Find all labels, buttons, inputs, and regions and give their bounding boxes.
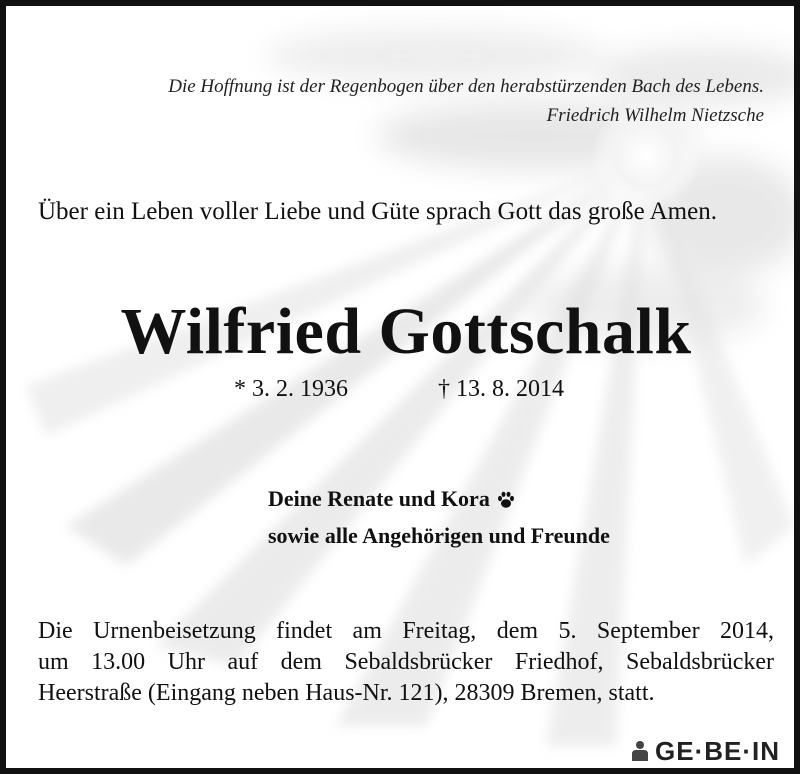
mourners-line-2: sowie alle Angehörigen und Freunde	[268, 523, 610, 548]
quote-text: Die Hoffnung ist der Regenbogen über den herabstürzenden Bach des Lebens.	[168, 76, 764, 97]
ceremony-line-3: Heerstraße (Eingang neben Haus-Nr. 121), 28309 Bremen, statt.	[38, 680, 655, 706]
ceremony-line-1: Die Urnenbeisetzung findet am Freitag, dem 5. September 2014,	[38, 618, 774, 644]
publisher-logo	[625, 736, 784, 766]
ceremony-info	[38, 616, 774, 709]
mourners-line-1	[268, 482, 610, 519]
death-date: † 13. 8. 2014	[438, 376, 564, 402]
quote-author: Friedrich Wilhelm Nietzsche	[546, 105, 764, 126]
quote-block	[168, 72, 764, 130]
logo-text: GE·BE·IN	[655, 735, 780, 766]
ceremony-line-2: um 13.00 Uhr auf dem Sebaldsbrücker Friedhof, Sebaldsbrücker	[38, 649, 774, 675]
mourners-block	[268, 482, 610, 552]
mourners-names: Deine Renate und Kora	[268, 486, 490, 511]
person-icon	[629, 740, 651, 762]
birth-date: * 3. 2. 1936	[234, 376, 348, 402]
paw-icon	[496, 486, 516, 519]
deceased-name: Wilfried Gottschalk	[120, 295, 692, 368]
intro-text: Über ein Leben voller Liebe und Güte sprach Gott das große Amen.	[38, 198, 717, 225]
